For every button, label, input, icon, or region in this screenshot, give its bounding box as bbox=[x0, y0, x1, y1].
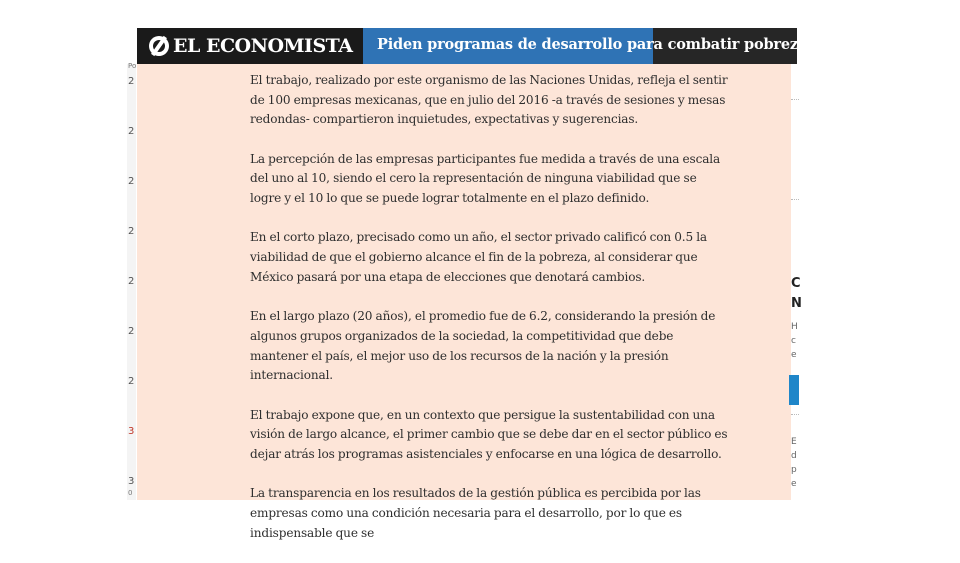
right-char: H bbox=[791, 322, 798, 332]
right-char: e bbox=[791, 350, 797, 360]
article-paragraph: La percepción de las empresas participantes fue medida a través de una escala del uno al 10, siendo el cero la representación de ninguna viabilidad que se logre y el 10 lo que se puede lograr totalmente en el plazo definido. bbox=[250, 151, 721, 206]
right-char: E bbox=[791, 437, 797, 447]
left-mark: 3 bbox=[128, 476, 135, 487]
left-mark: 2 bbox=[128, 226, 135, 237]
left-mark: 2 bbox=[128, 126, 135, 137]
screenshot-region bbox=[127, 28, 808, 540]
left-mark: 2 bbox=[128, 176, 135, 187]
article-paragraph: En el corto plazo, precisado como un año, el sector privado calificó con 0.5 la viabilidad de que el gobierno alcance el fin de la pobreza, al considerar que México pasará por una etapa de elecciones que denotará cambios. bbox=[250, 230, 707, 284]
left-mark: 2 bbox=[128, 276, 135, 287]
left-mark: 2 bbox=[128, 326, 135, 337]
left-mark: 3 bbox=[128, 426, 135, 437]
article-paragraph: La transparencia en los resultados de la gestión pública es percibida por las empresas como una condición necesaria para el desarrollo, por lo que es indispensable que se bbox=[250, 486, 701, 540]
article-body bbox=[250, 71, 730, 563]
background-page-left bbox=[127, 64, 136, 500]
right-char: d bbox=[791, 451, 797, 461]
right-char: C bbox=[791, 276, 801, 291]
divider bbox=[791, 199, 799, 200]
background-button[interactable] bbox=[789, 375, 799, 405]
divider bbox=[791, 99, 799, 100]
left-mark: 2 bbox=[128, 376, 135, 387]
divider bbox=[791, 414, 799, 415]
logo-emblem-icon bbox=[149, 36, 169, 56]
background-page-right bbox=[791, 64, 802, 500]
article-paragraph: El trabajo, realizado por este organismo de las Naciones Unidas, refleja el sentir de 100 empresas mexicanas, que en julio del 2016 -a través de sesiones y mesas redondas- compartieron inquietudes, expectativas y sugerencias. bbox=[250, 73, 728, 127]
article-overlay bbox=[137, 64, 791, 540]
left-mark: Po bbox=[128, 62, 137, 70]
right-char: e bbox=[791, 479, 797, 489]
left-mark: 0 bbox=[128, 489, 133, 497]
right-char: p bbox=[791, 465, 797, 475]
site-header bbox=[137, 28, 808, 64]
right-char: N bbox=[791, 296, 802, 311]
article-title: Piden programas de desarrollo para combatir pobreza bbox=[377, 36, 808, 53]
left-mark: 2 bbox=[128, 76, 135, 87]
article-paragraph: En el largo plazo (20 años), el promedio fue de 6.2, considerando la presión de algunos grupos organizados de la sociedad, la competitividad que debe mantener el país, el mejor uso de los recursos de la nación y la presión internacional. bbox=[250, 309, 716, 383]
right-char: c bbox=[791, 336, 796, 346]
site-logo[interactable] bbox=[149, 34, 353, 58]
logo-text: EL ECONOMISTA bbox=[173, 35, 353, 57]
article-paragraph: El trabajo expone que, en un contexto que persigue la sustentabilidad con una visión de largo alcance, el primer cambio que se debe dar en el sector público es dejar atrás los programas asistenciales y enfocarse en una lógica de desarrollo. bbox=[250, 407, 728, 461]
